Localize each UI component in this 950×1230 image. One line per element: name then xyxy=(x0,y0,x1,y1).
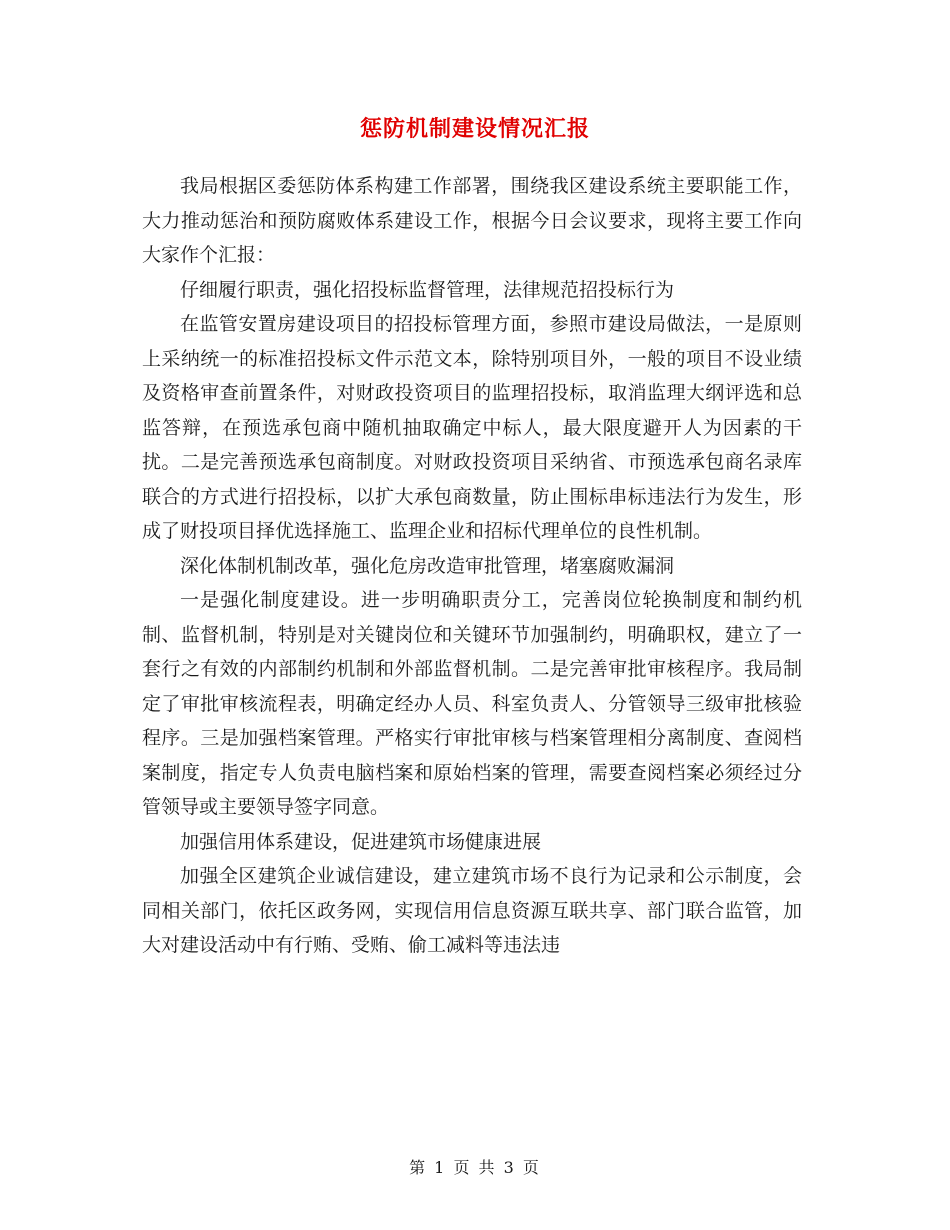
paragraph-reform: 一是强化制度建设。进一步明确职责分工，完善岗位轮换制度和制约机制、监督机制，特别是对关键岗位和关键环节加强制约，明确职权，建立了一套行之有效的内部制约机制和外部监督机制。二是完善审批审核程序。我局制定了审批审核流程表，明确定经办人员、科室负责人、分管领导三级审批核验程序。三是加强档案管理。严格实行审批审核与档案管理相分离制度、查阅档案制度，指定专人负责电脑档案和原始档案的管理，需要查阅档案必须经过分管领导或主要领导签字同意。 xyxy=(142,589,802,818)
document-title: 惩防机制建设情况汇报 xyxy=(359,116,590,142)
page-number-footer: 第 1 页 共 3 页 xyxy=(409,1158,541,1177)
paragraph-intro: 我局根据区委惩防体系构建工作部署，围绕我区建设系统主要职能工作，大力推动惩治和预防腐败体系建设工作，根据今日会议要求，现将主要工作向大家作个汇报： xyxy=(142,175,802,266)
document-body xyxy=(142,169,802,963)
paragraph-credit: 加强全区建筑企业诚信建设，建立建筑市场不良行为记录和公示制度，会同相关部门，依托区政务网，实现信用信息资源互联共享、部门联合监管，加大对建设活动中有行贿、受贿、偷工减料等违法违 xyxy=(142,865,802,956)
section-heading-bidding: 仔细履行职责，强化招投标监督管理，法律规范招投标行为 xyxy=(180,278,675,301)
paragraph-bidding: 在监管安置房建设项目的招投标管理方面，参照市建设局做法，一是原则上采纳统一的标准招投标文件示范文本，除特别项目外，一般的项目不设业绩及资格审查前置条件，对财政投资项目的监理招投标，取消监理大纲评选和总监答辩，在预选承包商中随机抽取确定中标人，最大限度避开人为因素的干扰。二是完善预选承包商制度。对财政投资项目采纳省、市预选承包商名录库联合的方式进行招投标，以扩大承包商数量，防止围标串标违法行为发生，形成了财投项目择优选择施工、监理企业和招标代理单位的良性机制。 xyxy=(142,313,802,542)
section-heading-reform: 深化体制机制改革，强化危房改造审批管理，堵塞腐败漏洞 xyxy=(180,554,675,577)
section-heading-credit: 加强信用体系建设，促进建筑市场健康进展 xyxy=(180,830,542,853)
